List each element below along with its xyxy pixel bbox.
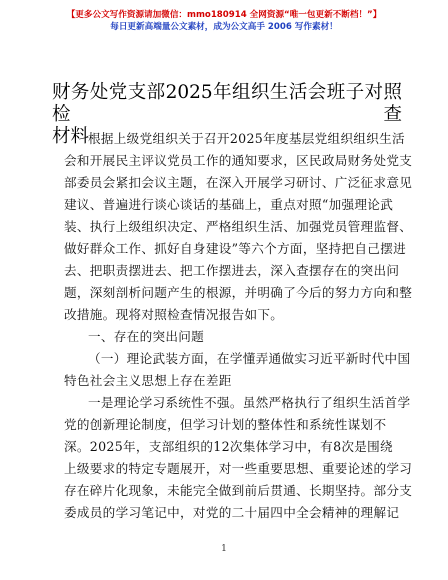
paragraph-line: 装、执行上级组织决定、严格组织生活、加强党员管理监督、 [64, 219, 413, 234]
paragraph-line: 部委员会紧扣会议主题，在深入开展学习研讨、广泛征求意见 [64, 175, 413, 190]
page-number: 1 [221, 544, 227, 554]
document-title-line: 财务处党支部2025年组织生活会班子对照检查 [52, 82, 402, 125]
paragraph-line: 会和开展民主评议党员工作的通知要求，区民政局财务处党支 [64, 153, 413, 168]
paragraph-line: 做好群众工作、抓好自身建设”等六个方面，坚持把自己摆进 [64, 241, 406, 256]
paragraph-line: 一是理论学习系统性不强。虽然严格执行了组织生活首学 [88, 395, 411, 410]
section-heading: 一、存在的突出问题 [88, 329, 205, 344]
paragraph-line: 题，深刻剖析问题产生的根源，并明确了今后的努力方向和整 [64, 285, 413, 300]
paragraph-line: 存在碎片化现象，未能完全做到前后贯通、长期坚持。部分支 [64, 483, 413, 498]
paragraph-line: 党的创新理论制度，但学习计划的整体性和系统性谋划不 [64, 417, 387, 432]
paragraph-line: 改措施。现将对照检查情况报告如下。 [64, 307, 284, 322]
subsection-heading-line: （一）理论武装方面，在学懂弄通做实习近平新时代中国 [88, 351, 411, 366]
promo-banner-line-1: 【更多公文写作资源请加微信：mmo180914 全网资源“唯一包更新不断档！”】 [66, 10, 382, 20]
paragraph-line: 去、把职责摆进去、把工作摆进去，深入查摆存在的突出问 [64, 263, 400, 278]
paragraph-line: 根据上级党组织关于召开2025年度基层党组织组织生活 [88, 131, 405, 146]
paragraph-line: 委成员的学习笔记中，对党的二十届四中全会精神的理解记 [64, 505, 400, 520]
subsection-heading-line: 特色社会主义思想上存在差距 [64, 373, 232, 388]
promo-banner-line-2: 每日更新高端量公文素材，成为公文高手 2006 写作素材！ [110, 22, 338, 32]
paragraph-line: 深。2025年，支部组织的12次集体学习中，有8次是围绕 [64, 439, 393, 454]
document-title-line: 材料 [52, 126, 90, 147]
paragraph-line: 建议、普遍进行谈心谈话的基础上，重点对照“加强理论武 [64, 197, 394, 212]
paragraph-line: 上级要求的特定专题展开，对一些重要思想、重要论述的学习 [64, 461, 413, 476]
